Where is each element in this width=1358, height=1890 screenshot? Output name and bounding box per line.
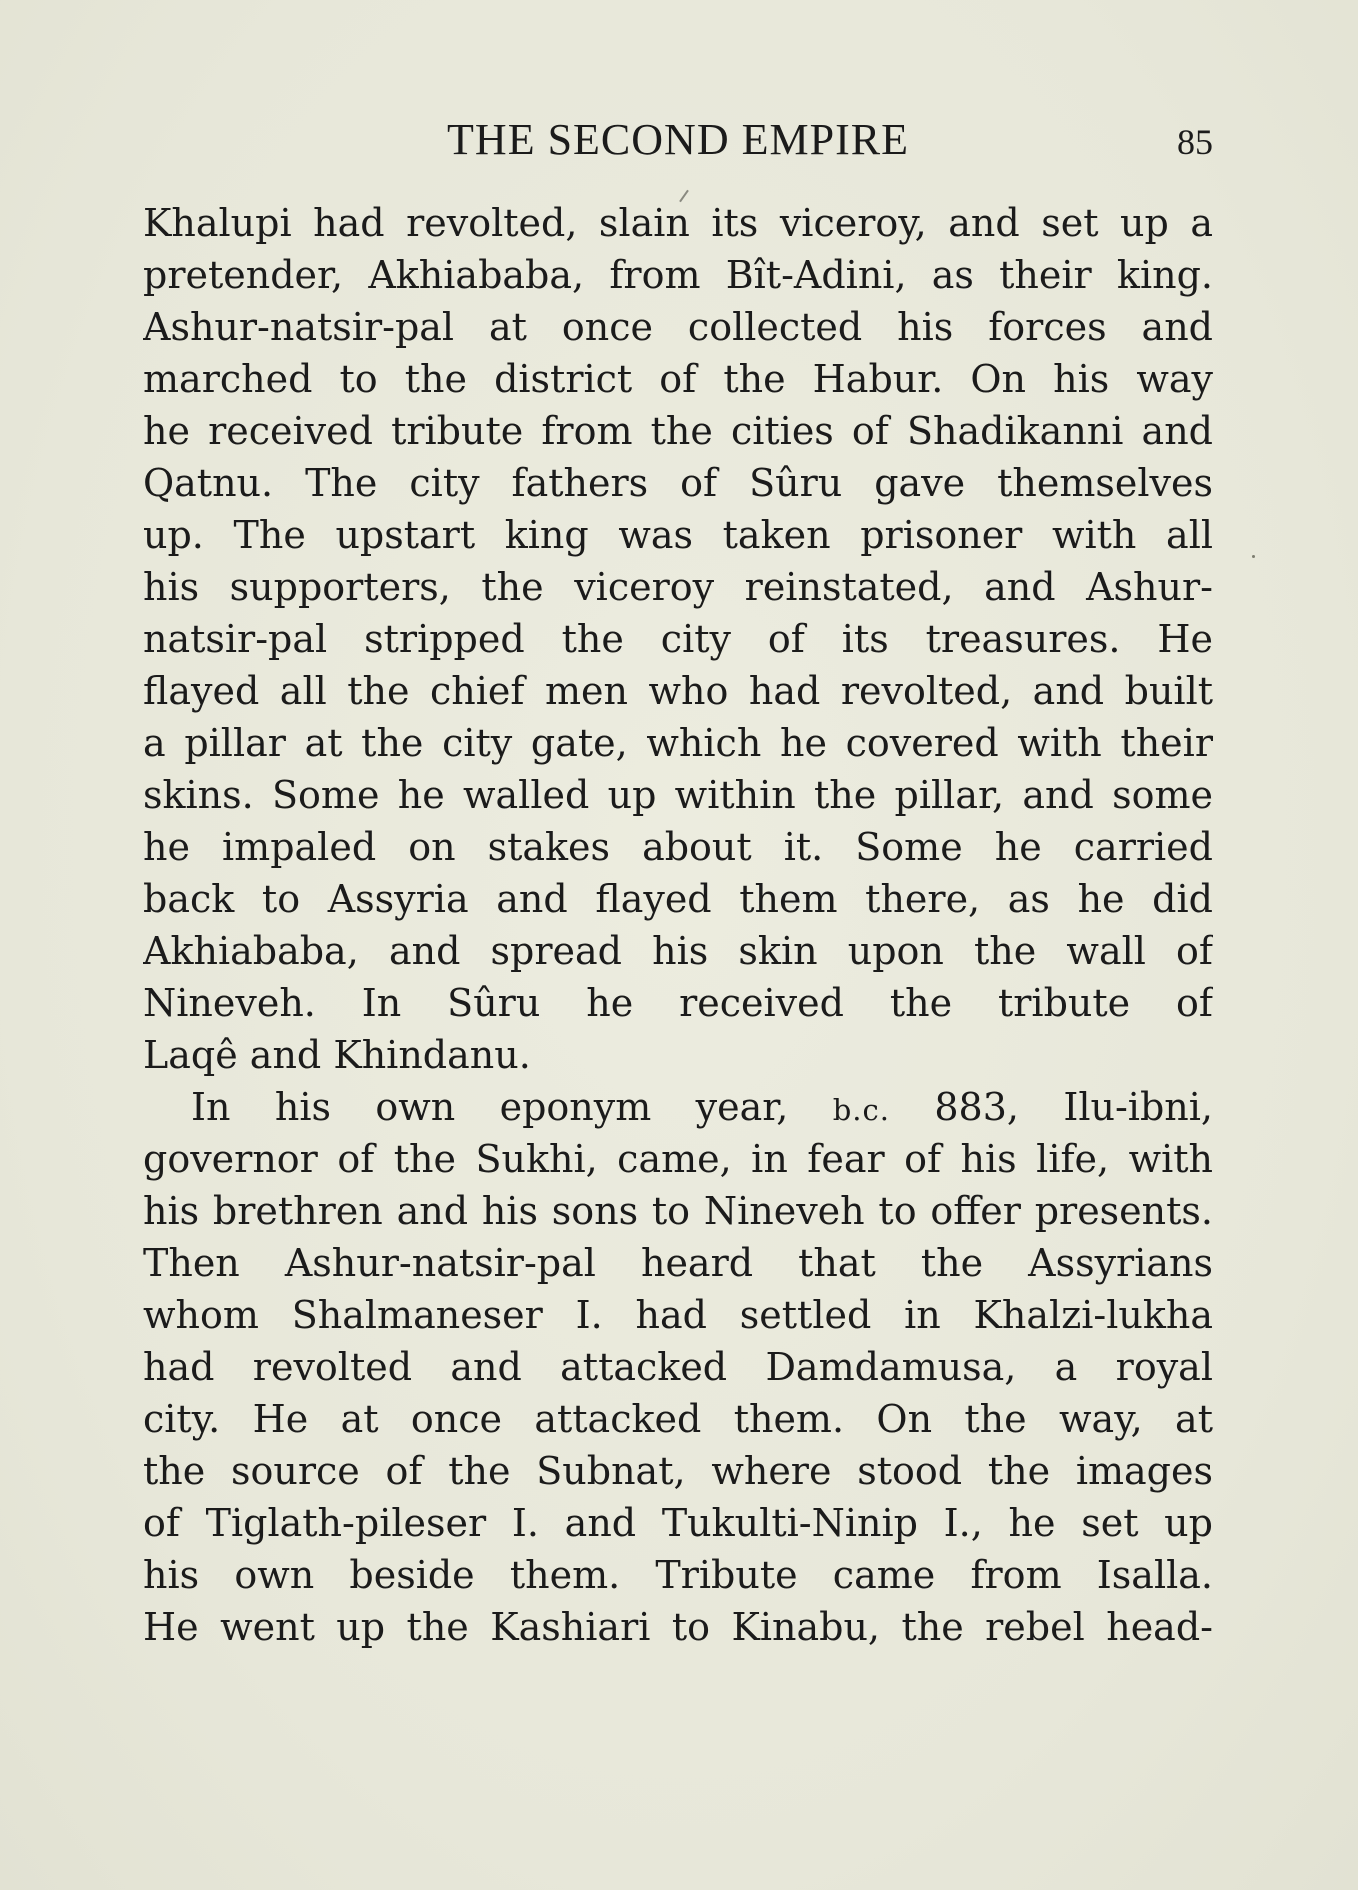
- text-line: marched to the district of the Habur. On his way: [143, 357, 1213, 401]
- small-caps-era: b.c.: [832, 1093, 890, 1127]
- text-line: a pillar at the city gate, which he covered with their: [143, 721, 1213, 765]
- text-line: Qatnu. The city fathers of Sûru gave themselves: [143, 461, 1213, 505]
- text-line: Khalupi had revolted, slain its viceroy, and set up a: [143, 201, 1213, 245]
- text-line: Then Ashur-natsir-pal heard that the Assyrians: [143, 1241, 1213, 1285]
- text-line: Nineveh. In Sûru he received the tribute of: [143, 981, 1213, 1025]
- text-line: governor of the Sukhi, came, in fear of his life, with: [143, 1137, 1213, 1181]
- text-line: his supporters, the viceroy reinstated, and Ashur-: [143, 565, 1213, 609]
- text-line: whom Shalmaneser I. had settled in Khalzi-lukha: [143, 1293, 1213, 1337]
- text-line: he received tribute from the cities of Shadikanni and: [143, 409, 1213, 453]
- text-line: of Tiglath-pileser I. and Tukulti-Ninip I., he set up: [143, 1501, 1213, 1545]
- text-line: the source of the Subnat, where stood the images: [143, 1449, 1213, 1493]
- text-fragment: In his own eponym year,: [191, 1085, 833, 1129]
- text-line: back to Assyria and flayed them there, as he did: [143, 877, 1213, 921]
- body-text: [143, 197, 1213, 1653]
- page-number: 85: [1177, 122, 1213, 162]
- text-line: city. He at once attacked them. On the way, at: [143, 1397, 1213, 1441]
- text-line: pretender, Akhiababa, from Bît-Adini, as their king.: [143, 253, 1213, 297]
- text-line: he impaled on stakes about it. Some he carried: [143, 825, 1213, 869]
- text-line: had revolted and attacked Damdamusa, a royal: [143, 1345, 1213, 1389]
- paragraph-start-line: [143, 1081, 1213, 1133]
- text-line: He went up the Kashiari to Kinabu, the rebel head-: [143, 1605, 1213, 1649]
- text-line: his brethren and his sons to Nineveh to offer presents.: [143, 1189, 1213, 1233]
- text-line: natsir-pal stripped the city of its treasures. He: [143, 617, 1213, 661]
- text-line: up. The upstart king was taken prisoner with all: [143, 513, 1213, 557]
- text-line: his own beside them. Tribute came from Isalla.: [143, 1553, 1213, 1597]
- text-line: Akhiababa, and spread his skin upon the wall of: [143, 929, 1213, 973]
- page-title: THE SECOND EMPIRE: [447, 115, 909, 164]
- paragraph-end-line: Laqê and Khindanu.: [143, 1033, 531, 1077]
- text-line: flayed all the chief men who had revolted, and built: [143, 669, 1213, 713]
- text-fragment: 883, Ilu-ibni,: [889, 1085, 1213, 1129]
- text-line: Ashur-natsir-pal at once collected his forces and: [143, 305, 1213, 349]
- running-head: [143, 115, 1213, 165]
- text-line: skins. Some he walled up within the pillar, and some: [143, 773, 1213, 817]
- paper-speck: [1252, 555, 1255, 558]
